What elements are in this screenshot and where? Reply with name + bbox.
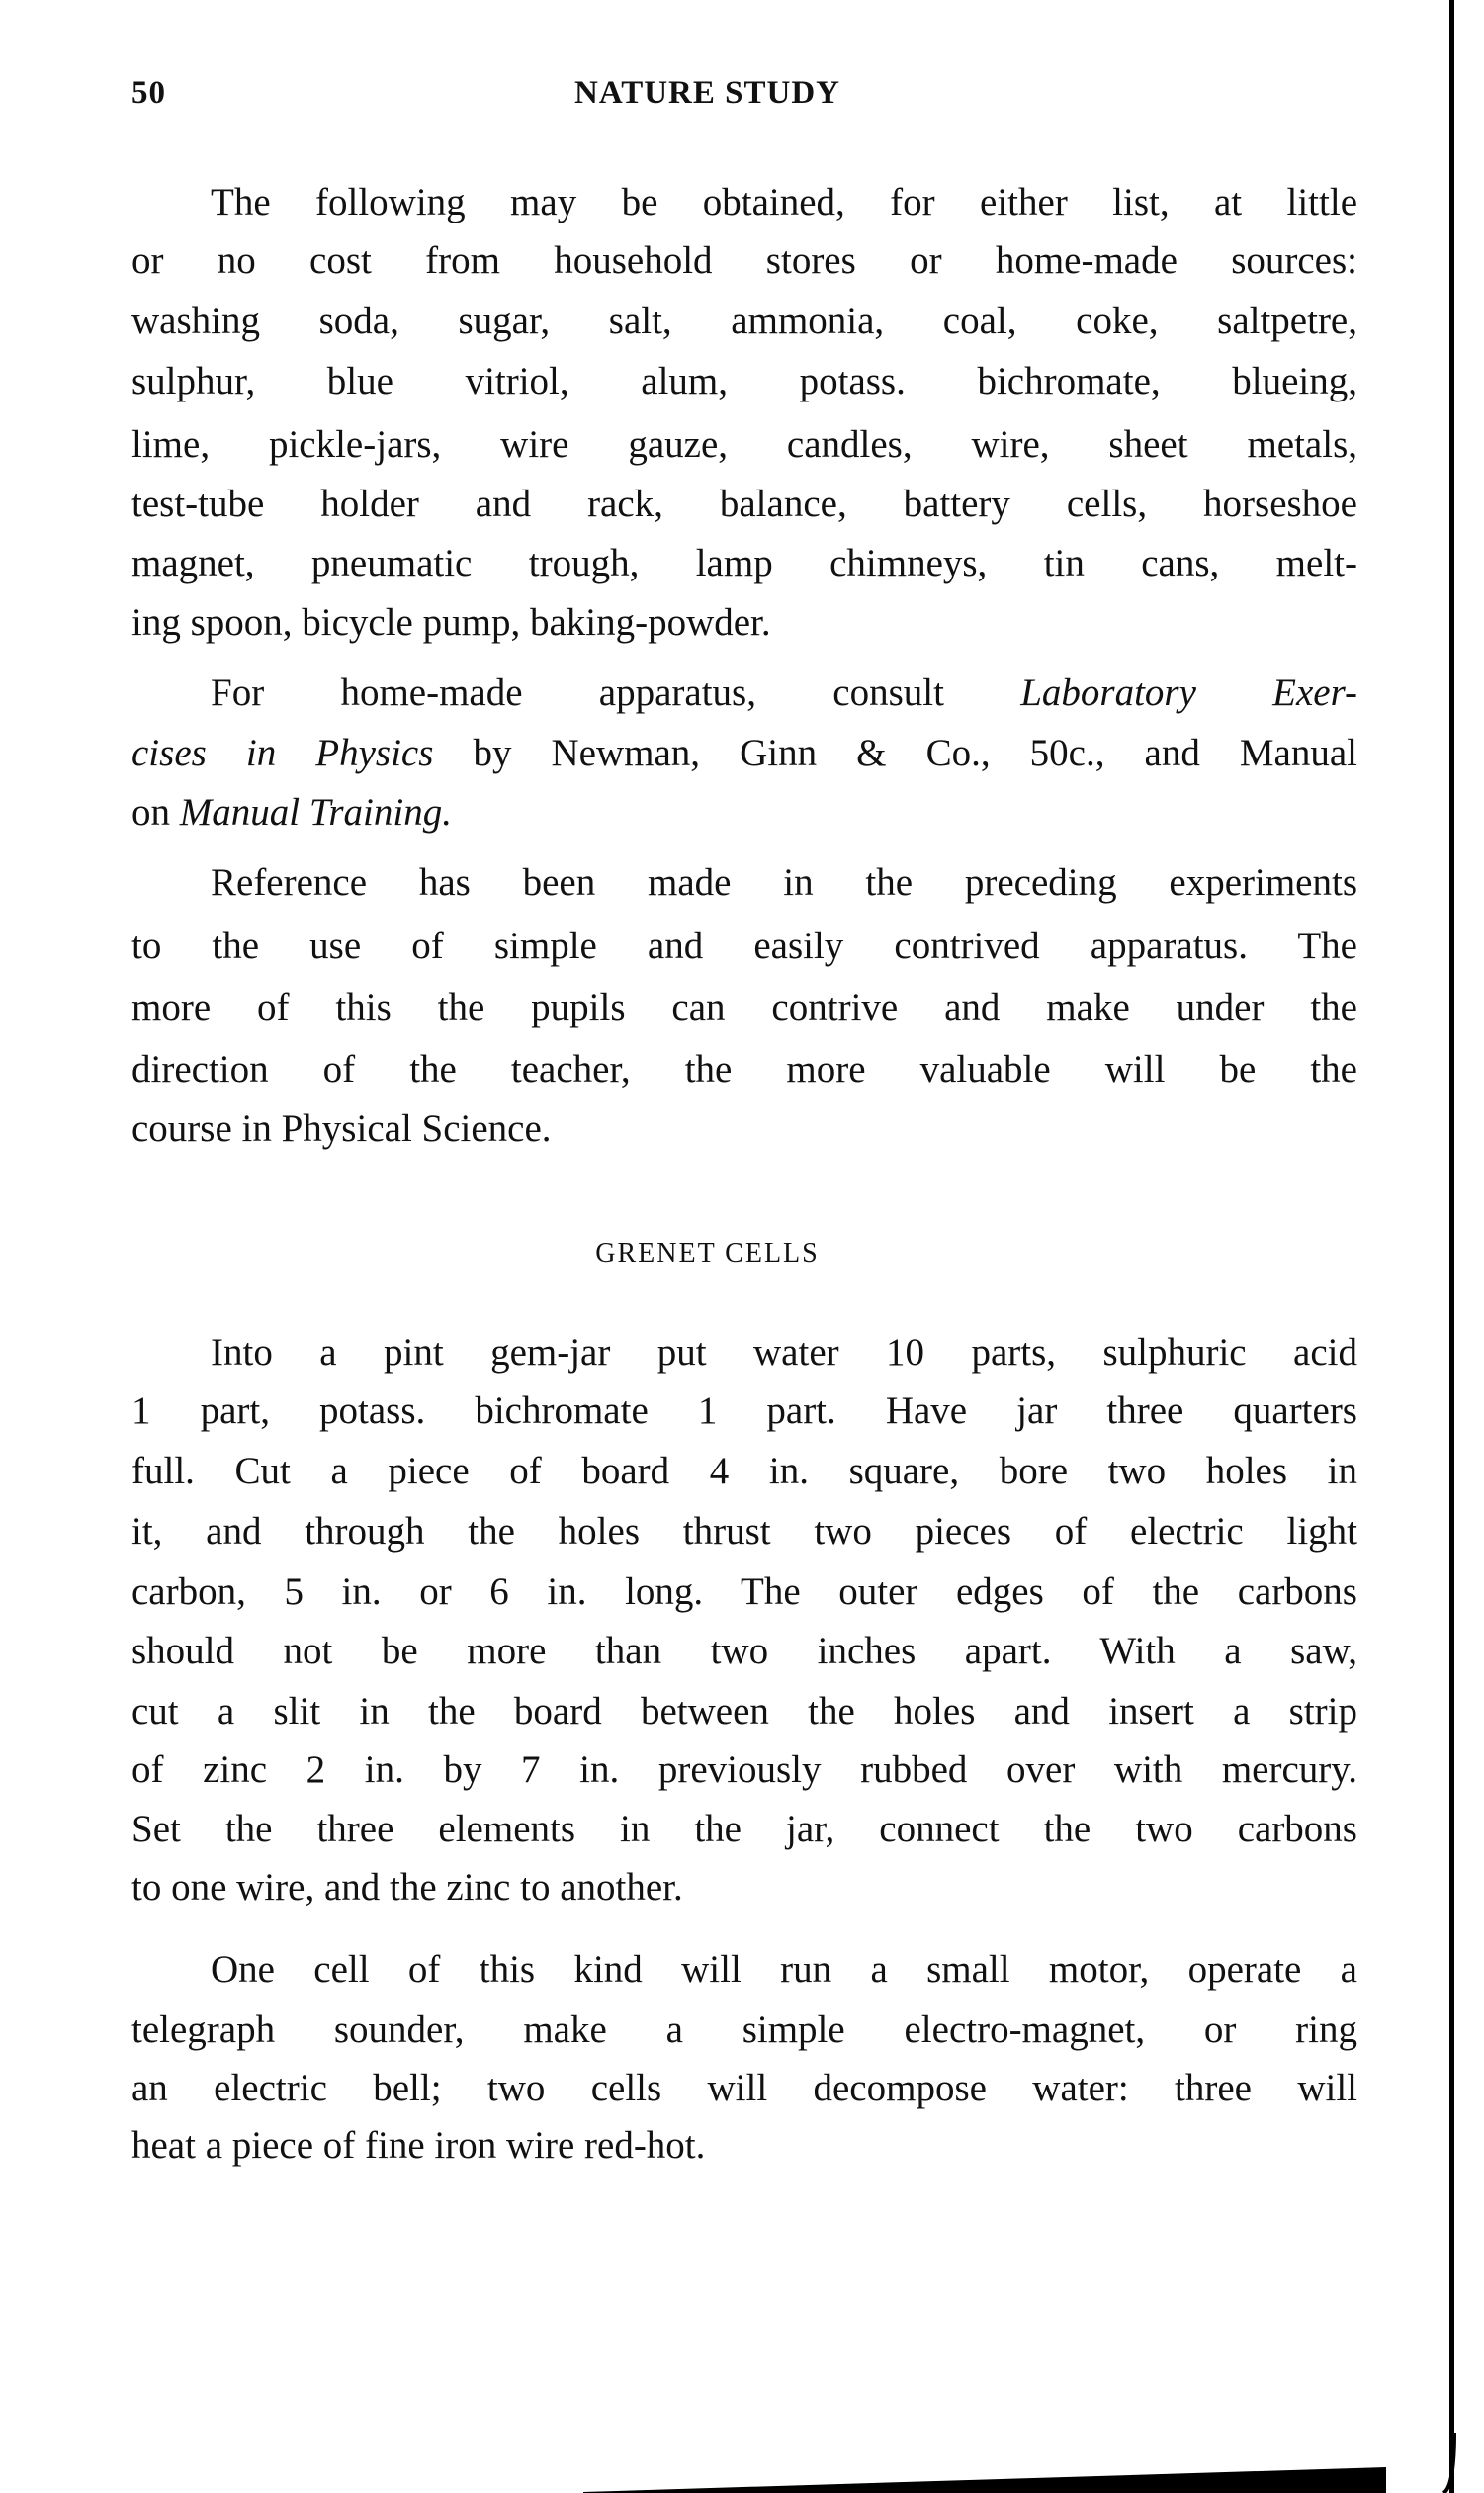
text-span: an electric bell; two cells will decompose water: three will: [131, 2067, 1357, 2109]
text-span: by Newman, Ginn & Co., 50c., and Manual: [433, 732, 1358, 774]
text-span: Reference has been made in the preceding experiments: [211, 861, 1357, 904]
text-span: For home-made apparatus, consult: [211, 671, 1021, 714]
text-span: test-tube holder and rack, balance, battery cells, horseshoe: [131, 483, 1357, 525]
italic-text: cises in Physics: [131, 732, 434, 774]
text-span: washing soda, sugar, salt, ammonia, coal, coke, saltpetre,: [131, 300, 1357, 342]
text-span: The following may be obtained, for either list, at little: [211, 181, 1357, 223]
text-span: full. Cut a piece of board 4 in. square, bore two holes in: [131, 1450, 1357, 1492]
text-span: on: [131, 791, 180, 834]
section-heading: GRENET CELLS: [595, 1238, 820, 1269]
text-span: to one wire, and the zinc to another.: [131, 1866, 683, 1909]
text-span: more of this the pupils can contrive and make under the: [131, 986, 1357, 1028]
italic-text: Laboratory Exer-: [1020, 671, 1357, 714]
text-span: sulphur, blue vitriol, alum, potass. bichromate, blueing,: [131, 360, 1357, 402]
text-span: it, and through the holes thrust two pieces of electric light: [131, 1510, 1357, 1553]
text-span: should not be more than two inches apart. With a saw,: [131, 1630, 1357, 1672]
text-span: cut a slit in the board between the holes and insert a strip: [131, 1690, 1357, 1733]
text-span: direction of the teacher, the more valuable will be the: [131, 1048, 1357, 1091]
text-span: course in Physical Science.: [131, 1108, 552, 1150]
text-span: carbon, 5 in. or 6 in. long. The outer edges of the carbons: [131, 1570, 1357, 1613]
text-span: of zinc 2 in. by 7 in. previously rubbed over with mercury.: [131, 1748, 1357, 1791]
page-number: 50: [131, 75, 166, 111]
text-span: ing spoon, bicycle pump, baking-powder.: [131, 601, 771, 644]
text-span: lime, pickle-jars, wire gauze, candles, wire, sheet metals,: [131, 423, 1357, 466]
text-span: Set the three elements in the jar, connect the two carbons: [131, 1808, 1357, 1850]
text-span: Into a pint gem-jar put water 10 parts, sulphuric acid: [211, 1331, 1357, 1374]
text-span: One cell of this kind will run a small motor, operate a: [211, 1948, 1357, 1991]
text-span: magnet, pneumatic trough, lamp chimneys, tin cans, melt-: [131, 542, 1357, 584]
italic-text: Manual Training.: [179, 791, 452, 834]
running-title: NATURE STUDY: [573, 75, 840, 111]
text-span: 1 part, potass. bichromate 1 part. Have jar three quarters: [131, 1389, 1357, 1432]
text-span: heat a piece of fine iron wire red-hot.: [131, 2124, 706, 2167]
text-span: telegraph sounder, make a simple electro-magnet, or ring: [131, 2008, 1357, 2051]
text-span: to the use of simple and easily contrived apparatus. The: [131, 925, 1357, 967]
text-span: or no cost from household stores or home-made sources:: [131, 239, 1357, 282]
